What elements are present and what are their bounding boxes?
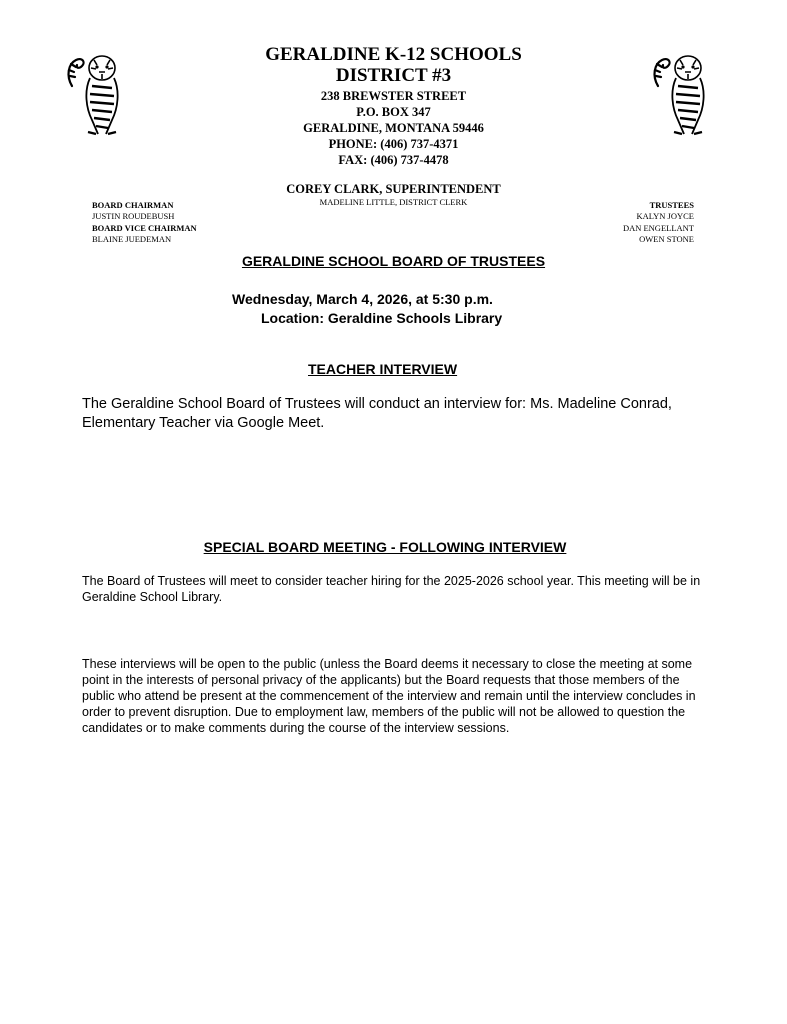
fax-number: FAX: (406) 737-4478: [338, 153, 449, 167]
superintendent: COREY CLARK, SUPERINTENDENT: [286, 182, 501, 196]
chairman-name: JUSTIN ROUDEBUSH: [92, 211, 175, 222]
trustees-title: TRUSTEES: [649, 200, 694, 210]
po-box: P.O. BOX 347: [356, 105, 431, 119]
special-meeting-text: The Board of Trustees will meet to consider teacher hiring for the 2025-2026 school year. This meeting will be in Geraldine School Library.: [82, 574, 701, 604]
phone-number: PHONE: (406) 737-4371: [328, 137, 459, 151]
street-address: 238 BREWSTER STREET: [320, 89, 467, 103]
board-title: GERALDINE SCHOOL BOARD OF TRUSTEES: [241, 253, 546, 269]
interview-text: The Geraldine School Board of Trustees will conduct an interview for: Ms. Madeline Conrad, Elementary Teacher via Google Meet.: [82, 396, 672, 431]
trustee-name: DAN ENGELLANT: [622, 222, 694, 233]
board-officers: [92, 200, 197, 246]
trustee-name: OWEN STONE: [639, 234, 694, 245]
district-clerk: MADELINE LITTLE, DISTRICT CLERK: [319, 197, 468, 207]
letterhead: [0, 44, 787, 208]
meeting-location: Location: Geraldine Schools Library: [261, 310, 503, 326]
city-state-zip: GERALDINE, MONTANA 59446: [303, 121, 484, 135]
trustees-list: [623, 200, 694, 246]
vice-chairman-name: BLAINE JUEDEMAN: [92, 234, 172, 245]
special-meeting-heading: SPECIAL BOARD MEETING - FOLLOWING INTERVIEW: [203, 539, 567, 555]
trustee-name: KALYN JOYCE: [636, 211, 694, 222]
chairman-title: BOARD CHAIRMAN: [92, 200, 174, 210]
interview-heading: TEACHER INTERVIEW: [308, 361, 458, 377]
vice-chairman-title: BOARD VICE CHAIRMAN: [92, 222, 197, 233]
public-notice-text: These interviews will be open to the public (unless the Board deems it necessary to close the meeting at some point in the interests of personal privacy of the applicants) but the Board requests that those members of the public who attend be present at the commencement of the interview and remain until the interview concludes in order to prevent disruption. Due to employment law, members of the public will not be allowed to question the candidates or to make comments during the course of the interview sessions.: [82, 657, 696, 735]
district-number: DISTRICT #3: [335, 65, 452, 86]
meeting-date-time: Wednesday, March 4, 2026, at 5:30 p.m.: [232, 291, 493, 307]
school-name: GERALDINE K-12 SCHOOLS: [265, 44, 522, 65]
